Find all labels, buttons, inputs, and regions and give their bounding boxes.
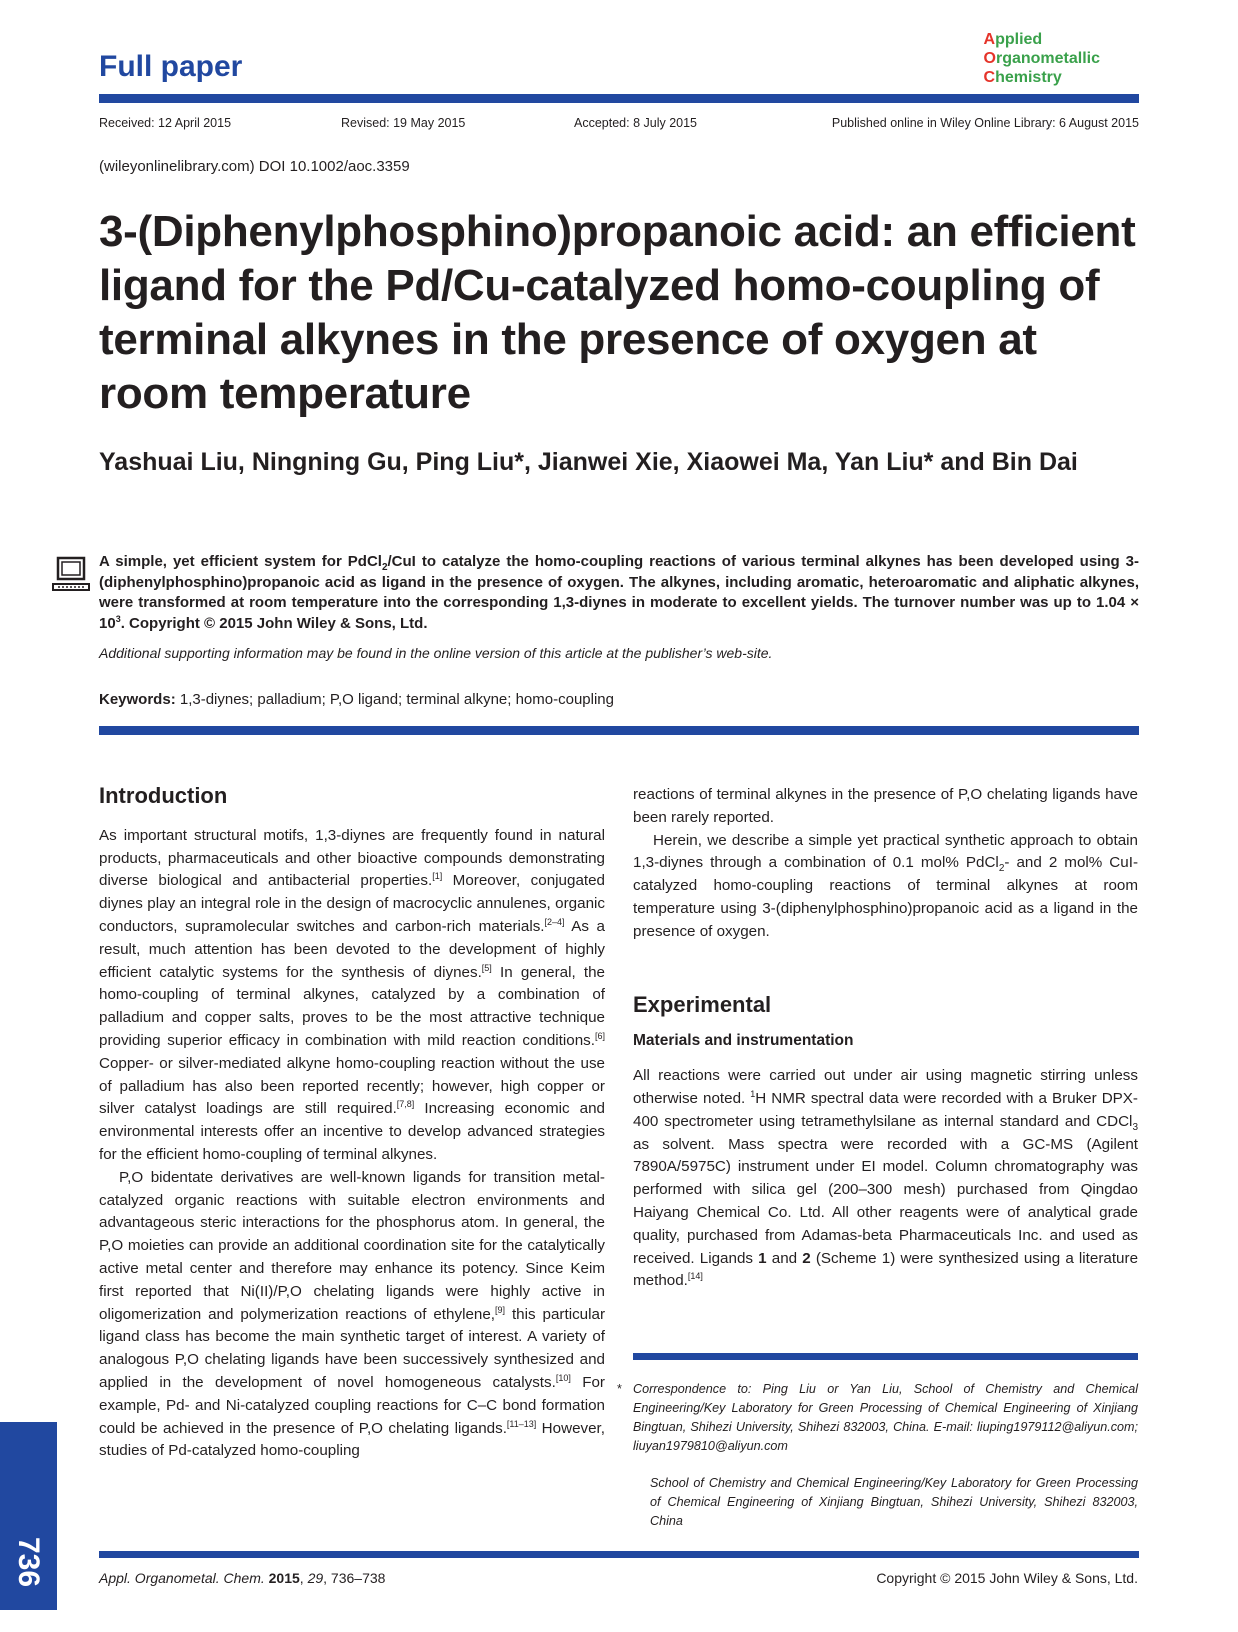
intro-paragraph-2: P,O bidentate derivatives are well-known ligands for transition metal-catalyzed organic reactions with suitable electron environments and advantageous steric interactions for the phosphorus atom. In general, the P,O moieties can provide an additional coordination site for the catalytically active metal center and therefore may enhance its potency. Since Keim first reported that Ni(II)/P,O chelating ligands were highly active in oligomerization and polymerization reactions of ethylene,[9] this particular ligand class has become the main synthetic target of interest. A variety of analogous P,O chelating ligands have been successively synthesized and applied in the development of novel homogeneous catalysts.[10] For example, Pd- and Ni-catalyzed coupling reactions for C–C bond formation could be achieved in the presence of P,O chelating ligands.[11–13] However, studies of Pd-catalyzed homo-coupling [99,1168,605,1460]
page-number-tab [0,1422,57,1610]
article-dates [99,116,1139,134]
received-date: Received: 12 April 2015 [99,116,232,130]
logo-initial-o: O [983,50,996,67]
footer-pages: , 736–738 [323,1570,386,1586]
abstract [99,552,1139,634]
computer-icon [50,554,92,594]
abstract-text-1: A simple, yet efficient system for PdCl [99,553,382,570]
section-label: Full paper [99,50,243,83]
materials-subheading: Materials and instrumentation [633,1032,854,1050]
article-title: 3-(Diphenylphosphino)propanoic acid: an efficient ligand for the Pd/Cu-catalyzed homo-coupling of terminal alkynes in the presence of oxygen at room temperature [99,207,1136,418]
keywords [99,691,614,708]
intro-paragraph-3: Herein, we describe a simple yet practical synthetic approach to obtain 1,3-diynes through a combination of 0.1 mol% PdCl$_2$- and 2 mol% CuI-catalyzed homo-coupling reactions of terminal alkynes at room temperature using 3-(diphenylphosphino)propanoic acid as a ligand in the presence of oxygen. [633,831,1139,940]
introduction-heading: Introduction [99,783,228,808]
keywords-label: Keywords: [99,691,176,708]
doi-line: (wileyonlinelibrary.com) DOI 10.1002/aoc.3359 [99,158,410,175]
supporting-info-note: Additional supporting information may be found in the online version of this article at the publisher’s web-site. [99,645,773,661]
left-column [99,785,605,1463]
accepted-date: Accepted: 8 July 2015 [574,116,697,130]
correspondence-text: Correspondence to: Ping Liu or Yan Liu, School of Chemistry and Chemical Engineering/Key Laboratory for Green Processing of Chemical Engineering of Xinjiang Bingtuan, Shihezi University, Shihezi 832003, China. E-mail: liuping1979112@aliyun.com; liuyan1979810@aliyun.com [633,1382,1138,1453]
keywords-text: 1,3-diynes; palladium; P,O ligand; terminal alkyne; homo-coupling [175,691,614,708]
abstract-sub: 2 [381,562,388,573]
footer-journal: Appl. Organometal. Chem. [99,1570,265,1586]
abstract-rule [99,726,1139,735]
logo-word-2: rganometallic [995,50,1100,67]
logo-initial-c: C [983,69,996,86]
revised-date: Revised: 19 May 2015 [341,116,466,130]
author-list: Yashuai Liu, Ningning Gu, Ping Liu*, Jianwei Xie, Xiaowei Ma, Yan Liu* and Bin Dai [99,448,1078,476]
abstract-sup: 3 [115,613,121,624]
logo-word-1: pplied [995,31,1043,48]
abstract-text-2: /CuI to catalyze the homo-coupling reactions of various terminal alkynes has been developed using 3-(diphenylphosphino)propanoic acid as ligand in the presence of oxygen. The alkynes, including aromatic, heteroaromatic and aliphatic alkynes, were transformed at room temperature into the corresponding 1,3-diynes in moderate to excellent yields. The turnover number was up to 1.04 × 10 [99,553,1139,632]
right-column [633,784,1138,1293]
footnote-star: * [617,1382,622,1396]
affiliation-note: School of Chemistry and Chemical Engineering/Key Laboratory for Green Processing of Chemical Engineering of Xinjiang Bingtuan, Shihezi University, Shihezi 832003, China [650,1476,1138,1528]
page-number: 736 [12,1536,45,1588]
footnote-rule [633,1353,1138,1360]
copyright-footer: Copyright © 2015 John Wiley & Sons, Ltd. [876,1570,1138,1586]
published-date: Published online in Wiley Online Library: 6 August 2015 [831,116,1139,130]
experimental-paragraph-1: All reactions were carried out under air using magnetic stirring unless otherwise noted. $^1$H NMR spectral data were recorded with a Bruker DPX-400 spectrometer using tetramethylsilane as internal standard and CDCl$_3$ as solvent. Mass spectra were recorded with a GC-MS (Agilent 7890A/5975C) instrument under EI model. Column chromatography was performed with silica gel (200–300 mesh) purchased from Qingdao Haiyang Chemical Co. Ltd. All other reagents were of analytical grade quality, purchased from Adamas-beta Pharmaceuticals Inc. and used as received. Ligands 1 and 2 (Scheme 1) were synthesized using a literature method.[14] [633,1067,1139,1290]
intro-paragraph-2-cont: reactions of terminal alkynes in the presence of P,O chelating ligands have been rarely reported. [633,786,1138,826]
journal-logo [984,30,1100,87]
footer-rule [99,1551,1139,1558]
header-rule [99,94,1139,103]
logo-initial-a: A [983,31,996,48]
abstract-text-3: . Copyright © 2015 John Wiley & Sons, Ltd. [120,614,428,632]
footer-year: 2015 [268,1570,300,1586]
intro-paragraph-1: As important structural motifs, 1,3-diynes are frequently found in natural products, pharmaceuticals and other bioactive compounds demonstrating diverse biological and antibacterial properties.[1] Moreover, conjugated diynes play an integral role in the design of macrocyclic annulenes, organic conductors, supramolecular switches and carbon-rich materials.[2–4] As a result, much attention has been devoted to the development of highly efficient catalytic systems for the synthesis of diynes.[5] In general, the homo-coupling of terminal alkynes, catalyzed by a combination of palladium and copper salts, proves to be the most attractive technique providing superior efficacy in combination with mild reaction conditions.[6] Copper- or silver-mediated alkyne homo-coupling reaction without the use of palladium has also been reported recently; however, high copper or silver catalyst loadings are still required.[7,8] Increasing economic and environmental interests offer an incentive to develop advanced strategies for the efficient homo-coupling of terminal alkynes. [99,826,606,1163]
correspondence-note [617,1380,1138,1456]
footer-volume: 29 [307,1570,324,1586]
experimental-heading: Experimental [633,991,772,1017]
logo-word-3: hemistry [995,69,1062,86]
citation-footer: Appl. Organometal. Chem. 2015, 29, 736–738 [99,1570,386,1586]
